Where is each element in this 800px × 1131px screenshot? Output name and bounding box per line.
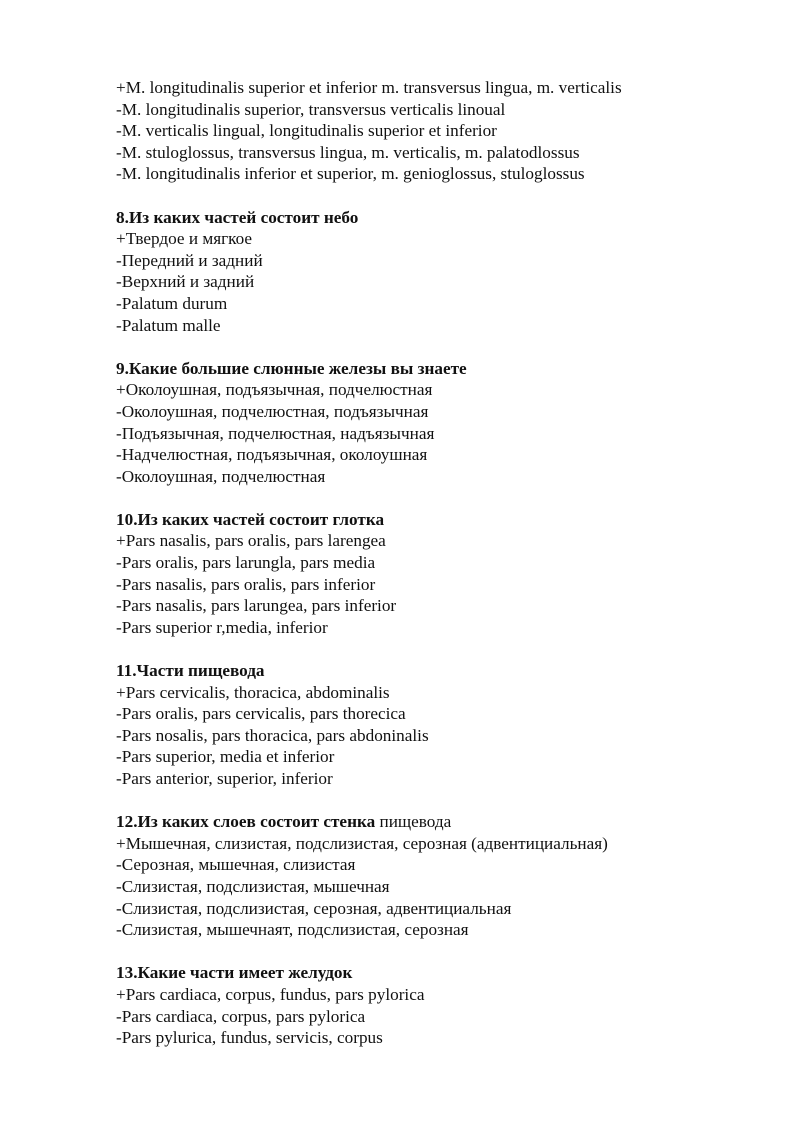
answer-option: -Околоушная, подчелюстная [116,466,326,486]
answer-option: -Pars superior, media et inferior [116,747,335,767]
answer-option: -Pars nasalis, pars oralis, pars inferior [116,574,376,594]
answer-option: -Pars oralis, pars larungla, pars media [116,553,376,573]
question-title: 10.Из каких частей состоит глотка [116,509,385,529]
answer-option: -Околоушная, подчелюстная, подъязычная [116,401,429,421]
answer-option: -M. stuloglossus, transversus lingua, m. verticalis, m. palatodlossus [116,142,580,162]
answer-option: -Pars pylurica, fundus, servicis, corpus [116,1028,383,1048]
answer-option: +Мышечная, слизистая, подслизистая, серозная (адвентициальная) [116,833,608,853]
question-title-tail: пищевода [375,812,452,832]
answer-option: -Серозная, мышечная, слизистая [116,855,356,875]
answer-option: -M. longitudinalis superior, transversus verticalis linoual [116,99,506,119]
question-title: 9.Какие большие слюнные железы вы знаете [116,358,467,378]
answer-option: -Pars superior r,media, inferior [116,617,328,637]
answer-option: -Pars nosalis, pars thoracica, pars abdoninalis [116,725,429,745]
answer-option: +Pars cardiaca, corpus, fundus, pars pylorica [116,984,425,1004]
question-block-11 [116,660,786,790]
answer-option: -Передний и задний [116,250,263,270]
answer-option: -M. verticalis lingual, longitudinalis superior et inferior [116,121,497,141]
question-block-10 [116,509,786,639]
document-page [116,77,786,1070]
answer-option: -Слизистая, подслизистая, серозная, адвентициальная [116,898,512,918]
answer-option: -Pars cardiaca, corpus, pars pylorica [116,1006,366,1026]
answer-option: -Pars anterior, superior, inferior [116,769,333,788]
answer-option: -Palatum malle [116,315,221,335]
answer-option: +Pars nasalis, pars oralis, pars larengea [116,531,386,551]
answer-option: +M. longitudinalis superior et inferior m. transversus lingua, m. verticalis [116,78,622,97]
question-block-8 [116,207,786,337]
answer-option: +Твердое и мягкое [116,229,253,249]
answer-option: -Palatum durum [116,293,228,313]
answer-option: -Pars oralis, pars cervicalis, pars thorecica [116,704,406,724]
answer-option: -Слизистая, подслизистая, мышечная [116,876,390,896]
answer-option: -Слизистая, мышечнаят, подслизистая, серозная [116,920,469,940]
question-title: 13.Какие части имеет желудок [116,963,353,983]
answer-option: -Pars nasalis, pars larungea, pars inferior [116,596,397,616]
question-block-9 [116,358,786,488]
answer-option: -M. longitudinalis inferior et superior, m. genioglossus, stuloglossus [116,164,585,184]
answer-option: -Верхний и задний [116,272,255,292]
answer-option: -Надчелюстная, подъязычная, околоушная [116,445,428,465]
question-title-line [116,811,786,833]
question-title: 8.Из каких частей состоит небо [116,207,359,227]
question-title: 11.Части пищевода [116,661,265,681]
answer-option: +Околоушная, подъязычная, подчелюстная [116,380,433,400]
question-title: 12.Из каких слоев состоит стенка [116,812,376,832]
question-block-13 [116,962,786,1048]
answer-option: +Pars cervicalis, thoracica, abdominalis [116,682,390,702]
answer-option: -Подъязычная, подчелюстная, надъязычная [116,423,435,443]
question-block-7-continued [116,77,786,185]
question-block-12 [116,811,786,941]
